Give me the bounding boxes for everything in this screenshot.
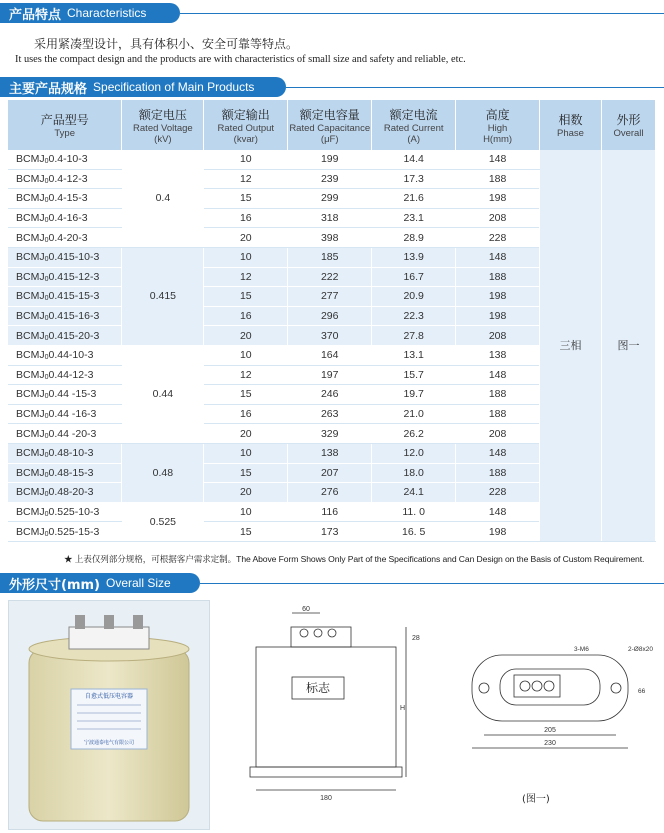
cell-height: 228: [456, 228, 540, 248]
cell-capacitance: 116: [288, 502, 372, 522]
cell-type: [8, 247, 122, 267]
type-code: 0.525-15-3: [48, 525, 100, 538]
cell-height: 188: [456, 404, 540, 424]
section-header-specification: [0, 77, 664, 97]
cell-capacitance: 329: [288, 424, 372, 444]
header-en: Rated Current: [383, 122, 444, 134]
cell-phase: 三相: [540, 150, 602, 541]
type-code: 0.48-15-3: [48, 466, 94, 479]
header-en: High: [487, 122, 508, 134]
cell-capacitance: 138: [288, 443, 372, 463]
nameplate-title: 自愈式低压电容器: [84, 693, 134, 700]
cell-type: [8, 502, 122, 522]
cell-height: 198: [456, 306, 540, 326]
cell-capacitance: 318: [288, 208, 372, 228]
cell-current: 14.4: [372, 150, 456, 169]
cell-output: 15: [204, 522, 288, 542]
header-cell: [601, 100, 655, 150]
cell-type: [8, 326, 122, 346]
cell-type: [8, 208, 122, 228]
cell-type: [8, 150, 122, 169]
type-code: 0.44-12-3: [48, 368, 94, 381]
cell-capacitance: 199: [288, 150, 372, 169]
section-title-en: Specification of Main Products: [93, 80, 255, 94]
cell-height: 188: [456, 385, 540, 405]
type-sub: 0: [44, 393, 49, 401]
dim-hole: 3-M6: [574, 646, 589, 653]
header-zh: 产品型号: [40, 113, 89, 127]
cell-capacitance: 197: [288, 365, 372, 385]
header-unit: (kV): [154, 133, 172, 145]
cell-height: 198: [456, 189, 540, 209]
section-header-characteristics: [0, 3, 664, 23]
type-sub: 0: [44, 354, 49, 362]
header-cell: [204, 100, 288, 150]
cell-current: 23.1: [372, 208, 456, 228]
cell-height: 198: [456, 287, 540, 307]
cell-current: 26.2: [372, 424, 456, 444]
cell-current: 11. 0: [372, 502, 456, 522]
header-en: Phase: [557, 128, 584, 139]
cell-type: [8, 189, 122, 209]
type-code: 0.525-10-3: [48, 505, 100, 518]
cell-capacitance: 222: [288, 267, 372, 287]
dimension-drawing: [236, 605, 664, 805]
header-unit: (μF): [320, 133, 339, 145]
type-prefix: BCMJ: [16, 388, 45, 401]
header-cell: [8, 100, 122, 150]
type-sub: 0: [44, 295, 49, 303]
type-sub: 0: [44, 530, 49, 538]
cell-voltage: 0.4: [122, 150, 204, 247]
type-sub: 0: [44, 315, 49, 323]
cell-height: 188: [456, 267, 540, 287]
header-zh: 外形: [616, 113, 641, 127]
cell-current: 16. 5: [372, 522, 456, 542]
section-title-zh: 产品特点: [9, 7, 62, 23]
type-code: 0.415-20-3: [48, 329, 100, 342]
product-photo: [8, 600, 210, 830]
section-title-en: Characteristics: [67, 6, 147, 20]
cell-output: 16: [204, 306, 288, 326]
cell-current: 16.7: [372, 267, 456, 287]
cell-output: 15: [204, 287, 288, 307]
cell-capacitance: 185: [288, 247, 372, 267]
intro-zh: 采用紧凑型设计，具有体积小、安全可靠等特点。: [34, 37, 299, 51]
type-code: 0.4-12-3: [48, 172, 88, 185]
cell-output: 10: [204, 443, 288, 463]
dim-side: 28: [412, 635, 420, 642]
type-code: 0.48-10-3: [48, 447, 94, 460]
type-prefix: BCMJ: [16, 290, 45, 303]
cell-type: [8, 228, 122, 248]
header-en: Type: [54, 128, 76, 139]
dim-bottom: 180: [320, 795, 332, 802]
section-header-overall: [0, 573, 664, 593]
dim-w1: 205: [544, 727, 556, 734]
type-sub: 0: [44, 334, 49, 342]
type-code: 0.4-20-3: [48, 231, 88, 244]
type-sub: 0: [44, 413, 49, 421]
dim-mount: 2-Ø8x20: [628, 646, 653, 653]
type-prefix: BCMJ: [16, 466, 45, 479]
type-sub: 0: [44, 256, 49, 264]
table-row: [8, 150, 656, 169]
type-sub: 0: [44, 275, 49, 283]
section-title-en: Overall Size: [105, 576, 171, 590]
type-prefix: BCMJ: [16, 427, 45, 440]
cell-capacitance: 207: [288, 463, 372, 483]
cell-capacitance: 398: [288, 228, 372, 248]
spec-table: [8, 100, 656, 542]
dim-top: 60: [302, 606, 310, 613]
type-sub: 0: [44, 432, 49, 440]
type-prefix: BCMJ: [16, 251, 45, 264]
type-sub: 0: [44, 217, 49, 225]
type-code: 0.44 -16-3: [48, 408, 97, 421]
type-prefix: BCMJ: [16, 486, 45, 499]
cell-output: 16: [204, 404, 288, 424]
cell-height: 138: [456, 345, 540, 365]
header-zh: 额定电容量: [299, 107, 360, 122]
cell-type: [8, 365, 122, 385]
type-prefix: BCMJ: [16, 153, 45, 166]
header-en: Rated Output: [217, 122, 275, 134]
cell-capacitance: 239: [288, 169, 372, 189]
type-code: 0.44 -15-3: [48, 388, 97, 401]
cell-output: 15: [204, 385, 288, 405]
dim-w2: 230: [544, 740, 556, 747]
cell-height: 148: [456, 502, 540, 522]
cell-output: 12: [204, 365, 288, 385]
type-prefix: BCMJ: [16, 172, 45, 185]
cell-output: 20: [204, 228, 288, 248]
cell-output: 15: [204, 463, 288, 483]
cell-output: 12: [204, 169, 288, 189]
cell-current: 13.9: [372, 247, 456, 267]
type-prefix: BCMJ: [16, 192, 45, 205]
section-title-zh: 外形尺寸(mm): [9, 577, 100, 593]
type-sub: 0: [44, 236, 49, 244]
cell-current: 24.1: [372, 483, 456, 503]
cell-current: 21.6: [372, 189, 456, 209]
header-cell: [122, 100, 204, 150]
cell-voltage: 0.44: [122, 345, 204, 443]
cell-type: [8, 306, 122, 326]
cell-output: 12: [204, 267, 288, 287]
cell-height: 208: [456, 326, 540, 346]
cell-current: 12.0: [372, 443, 456, 463]
header-zh: 高度: [485, 107, 510, 122]
type-prefix: BCMJ: [16, 505, 45, 518]
cell-current: 13.1: [372, 345, 456, 365]
type-code: 0.415-16-3: [48, 310, 100, 323]
header-zh: 额定电压: [138, 107, 187, 122]
cell-height: 188: [456, 463, 540, 483]
cell-height: 228: [456, 483, 540, 503]
type-sub: 0: [44, 491, 49, 499]
type-sub: 0: [44, 510, 49, 518]
table-header-row: [8, 100, 656, 150]
cell-type: [8, 404, 122, 424]
cell-current: 22.3: [372, 306, 456, 326]
drawing-label: 标志: [305, 681, 331, 695]
cell-type: [8, 424, 122, 444]
cell-capacitance: 246: [288, 385, 372, 405]
header-zh: 相数: [558, 113, 583, 127]
cell-output: 10: [204, 345, 288, 365]
type-code: 0.44-10-3: [48, 349, 94, 362]
cell-capacitance: 276: [288, 483, 372, 503]
type-code: 0.415-10-3: [48, 251, 100, 264]
cell-capacitance: 173: [288, 522, 372, 542]
type-sub: 0: [44, 177, 49, 185]
type-prefix: BCMJ: [16, 310, 45, 323]
cell-current: 20.9: [372, 287, 456, 307]
type-prefix: BCMJ: [16, 212, 45, 225]
type-prefix: BCMJ: [16, 408, 45, 421]
cell-voltage: 0.48: [122, 443, 204, 502]
intro-en: It uses the compact design and the products are with characteristics of small size and safety and reliable, etc.: [15, 54, 466, 65]
cell-output: 20: [204, 326, 288, 346]
cell-output: 20: [204, 424, 288, 444]
header-en: Rated Capacitance: [289, 122, 371, 134]
cell-output: 16: [204, 208, 288, 228]
dim-height: H: [400, 705, 406, 712]
cell-type: [8, 267, 122, 287]
header-cell: [540, 100, 602, 150]
type-code: 0.4-10-3: [48, 153, 88, 166]
type-prefix: BCMJ: [16, 447, 45, 460]
header-zh: 额定输出: [221, 107, 270, 122]
cell-current: 27.8: [372, 326, 456, 346]
cell-output: 10: [204, 150, 288, 169]
cell-height: 148: [456, 150, 540, 169]
cell-height: 148: [456, 247, 540, 267]
type-sub: 0: [44, 158, 49, 166]
type-code: 0.415-12-3: [48, 270, 100, 283]
cell-output: 10: [204, 502, 288, 522]
type-prefix: BCMJ: [16, 231, 45, 244]
type-code: 0.4-16-3: [48, 212, 88, 225]
cell-height: 208: [456, 424, 540, 444]
dim-depth: 66: [638, 688, 646, 695]
header-en: Rated Voltage: [133, 122, 193, 134]
cell-current: 18.0: [372, 463, 456, 483]
header-cell: [456, 100, 540, 150]
table-note: ★ 上表仅列部分规格，可根据客户需求定制。The Above Form Shows Only Part of the Specifications and Can Design on the Basis of Custom Requirement.: [64, 554, 645, 564]
cell-current: 19.7: [372, 385, 456, 405]
cell-capacitance: 296: [288, 306, 372, 326]
figure-caption: (图一): [522, 794, 550, 805]
header-unit: (A): [407, 133, 420, 145]
header-unit: H(mm): [483, 133, 513, 145]
type-sub: 0: [44, 197, 49, 205]
cell-capacitance: 299: [288, 189, 372, 209]
header-unit: (kvar): [233, 133, 258, 145]
cell-current: 28.9: [372, 228, 456, 248]
cell-capacitance: 370: [288, 326, 372, 346]
type-code: 0.415-15-3: [48, 290, 100, 303]
section-title-zh: 主要产品规格: [9, 81, 88, 97]
cell-height: 198: [456, 522, 540, 542]
cell-voltage: 0.415: [122, 247, 204, 345]
cell-height: 148: [456, 443, 540, 463]
cell-type: [8, 522, 122, 542]
type-prefix: BCMJ: [16, 270, 45, 283]
type-code: 0.44 -20-3: [48, 427, 97, 440]
type-sub: 0: [44, 452, 49, 460]
cell-type: [8, 463, 122, 483]
type-code: 0.48-20-3: [48, 486, 94, 499]
type-prefix: BCMJ: [16, 525, 45, 538]
cell-output: 10: [204, 247, 288, 267]
type-code: 0.4-15-3: [48, 192, 88, 205]
cell-capacitance: 164: [288, 345, 372, 365]
cell-current: 15.7: [372, 365, 456, 385]
header-en: Overall: [613, 128, 644, 139]
cell-capacitance: 263: [288, 404, 372, 424]
cell-overall: 图一: [601, 150, 655, 541]
nameplate-company: 宁波通泰电气有限公司: [83, 740, 135, 746]
type-sub: 0: [44, 373, 49, 381]
cell-output: 20: [204, 483, 288, 503]
type-prefix: BCMJ: [16, 329, 45, 342]
cell-type: [8, 443, 122, 463]
cell-type: [8, 169, 122, 189]
cell-voltage: 0.525: [122, 502, 204, 541]
header-zh: 额定电流: [389, 107, 438, 122]
cell-type: [8, 385, 122, 405]
cell-capacitance: 277: [288, 287, 372, 307]
cell-output: 15: [204, 189, 288, 209]
cell-height: 188: [456, 169, 540, 189]
cell-type: [8, 483, 122, 503]
cell-current: 21.0: [372, 404, 456, 424]
type-sub: 0: [44, 471, 49, 479]
type-prefix: BCMJ: [16, 368, 45, 381]
cell-type: [8, 287, 122, 307]
cell-height: 148: [456, 365, 540, 385]
cell-height: 208: [456, 208, 540, 228]
header-cell: [372, 100, 456, 150]
cell-type: [8, 345, 122, 365]
header-cell: [288, 100, 372, 150]
cell-current: 17.3: [372, 169, 456, 189]
type-prefix: BCMJ: [16, 349, 45, 362]
